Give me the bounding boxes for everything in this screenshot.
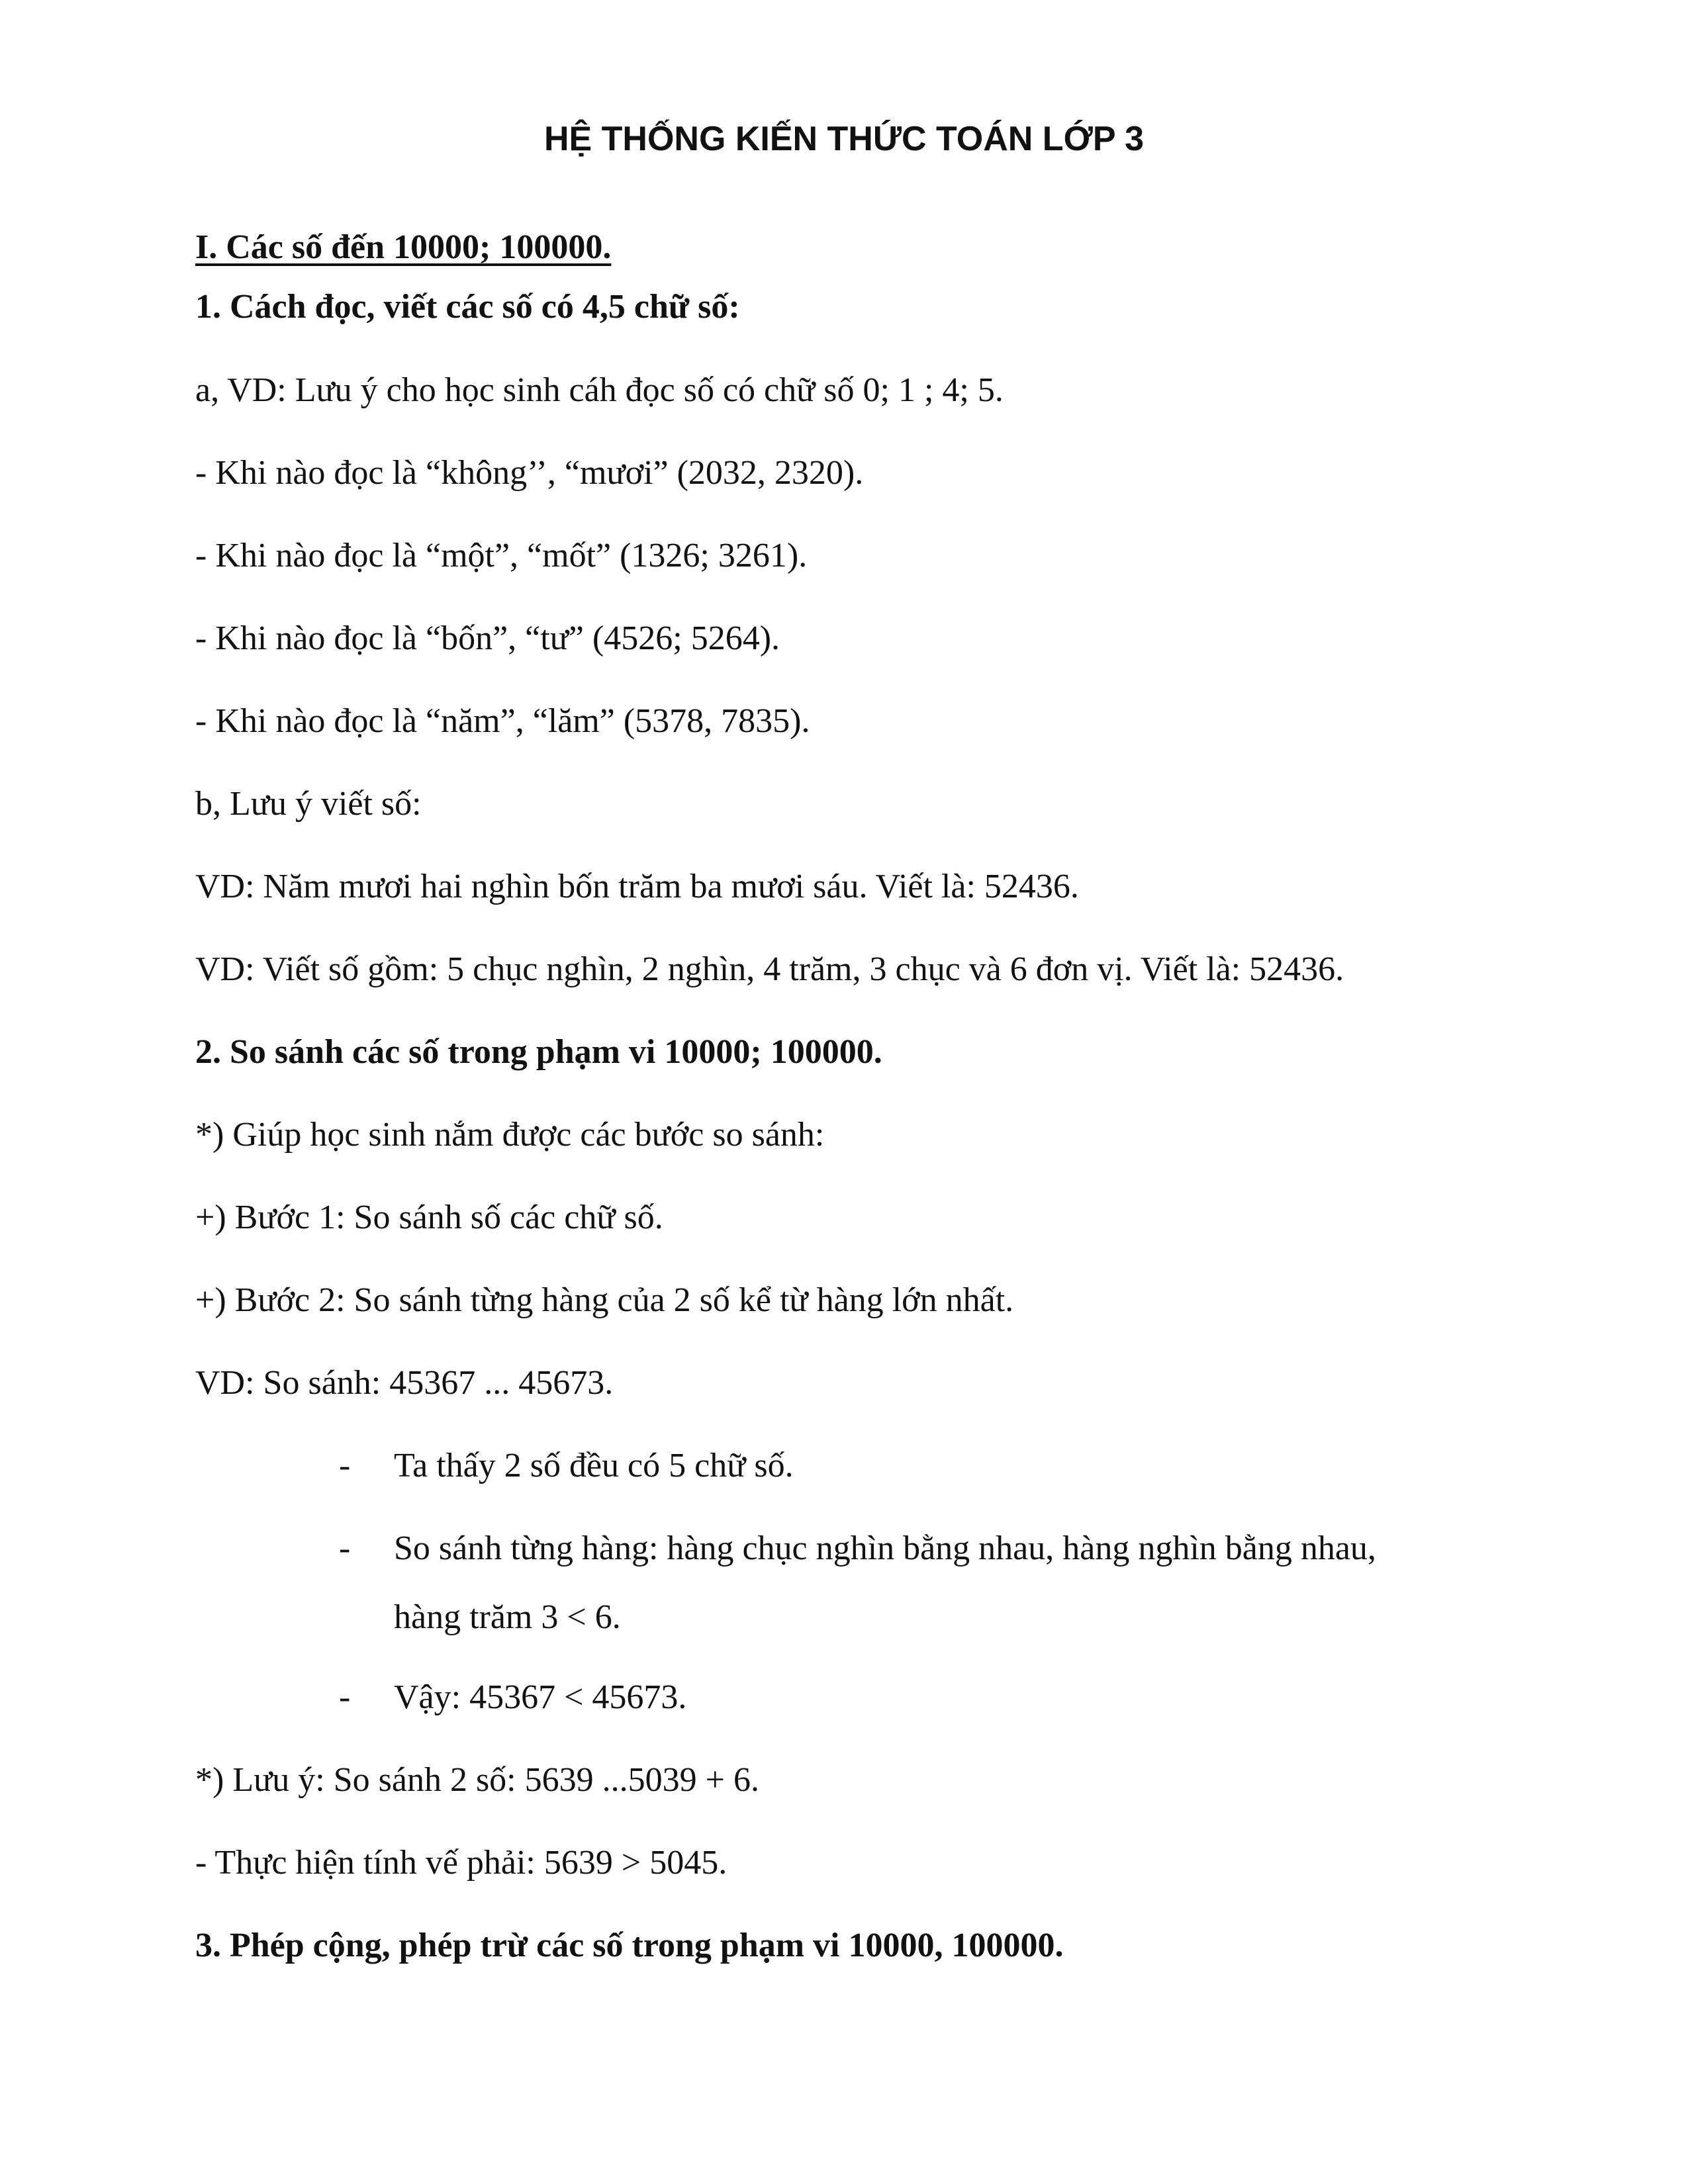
bullet-item: Vậy: 45367 < 45673. [394,1678,687,1716]
paragraph-line: - Khi nào đọc là “một”, “mốt” (1326; 3261). [195,537,808,574]
paragraph-line: +) Bước 2: So sánh từng hàng của 2 số kể từ hàng lớn nhất. [195,1281,1014,1319]
paragraph-line: *) Giúp học sinh nắm được các bước so sánh: [195,1116,825,1154]
bullet-dash: - [339,1529,351,1567]
bullet-dash: - [339,1678,351,1716]
paragraph-line: *) Lưu ý: So sánh 2 số: 5639 ...5039 + 6. [195,1761,759,1799]
paragraph-line: a, VD: Lưu ý cho học sinh cáh đọc số có chữ số 0; 1 ; 4; 5. [195,371,1004,409]
document-title: HỆ THỐNG KIẾN THỨC TOÁN LỚP 3 [543,120,1145,158]
subsection-heading: 3. Phép cộng, phép trừ các số trong phạm vi 10000, 100000. [195,1927,1064,1964]
section-heading: I. Các số đến 10000; 100000. [195,228,612,266]
bullet-dash: - [339,1447,351,1484]
paragraph-line: - Khi nào đọc là “bốn”, “tư” (4526; 5264). [195,619,780,657]
paragraph-line: - Khi nào đọc là “năm”, “lăm” (5378, 7835). [195,702,810,740]
paragraph-line: - Thực hiện tính vế phải: 5639 > 5045. [195,1844,727,1882]
paragraph-line: b, Lưu ý viết số: [195,785,422,823]
paragraph-line: VD: So sánh: 45367 ... 45673. [195,1364,614,1402]
paragraph-line: - Khi nào đọc là “không’’, “mươi” (2032, 2320). [195,454,864,492]
bullet-item: So sánh từng hàng: hàng chục nghìn bằng nhau, hàng nghìn bằng nhau, [394,1529,1376,1567]
subsection-heading: 2. So sánh các số trong phạm vi 10000; 100000. [195,1033,882,1071]
bullet-item: Ta thấy 2 số đều có 5 chữ số. [394,1447,794,1484]
paragraph-line: VD: Viết số gồm: 5 chục nghìn, 2 nghìn, 4 trăm, 3 chục và 6 đơn vị. Viết là: 52436. [195,950,1344,988]
paragraph-line: +) Bước 1: So sánh số các chữ số. [195,1199,663,1236]
paragraph-line: VD: Năm mươi hai nghìn bốn trăm ba mươi sáu. Viết là: 52436. [195,868,1079,905]
subsection-heading: 1. Cách đọc, viết các số có 4,5 chữ số: [195,288,740,326]
bullet-item-continuation: hàng trăm 3 < 6. [394,1598,621,1636]
